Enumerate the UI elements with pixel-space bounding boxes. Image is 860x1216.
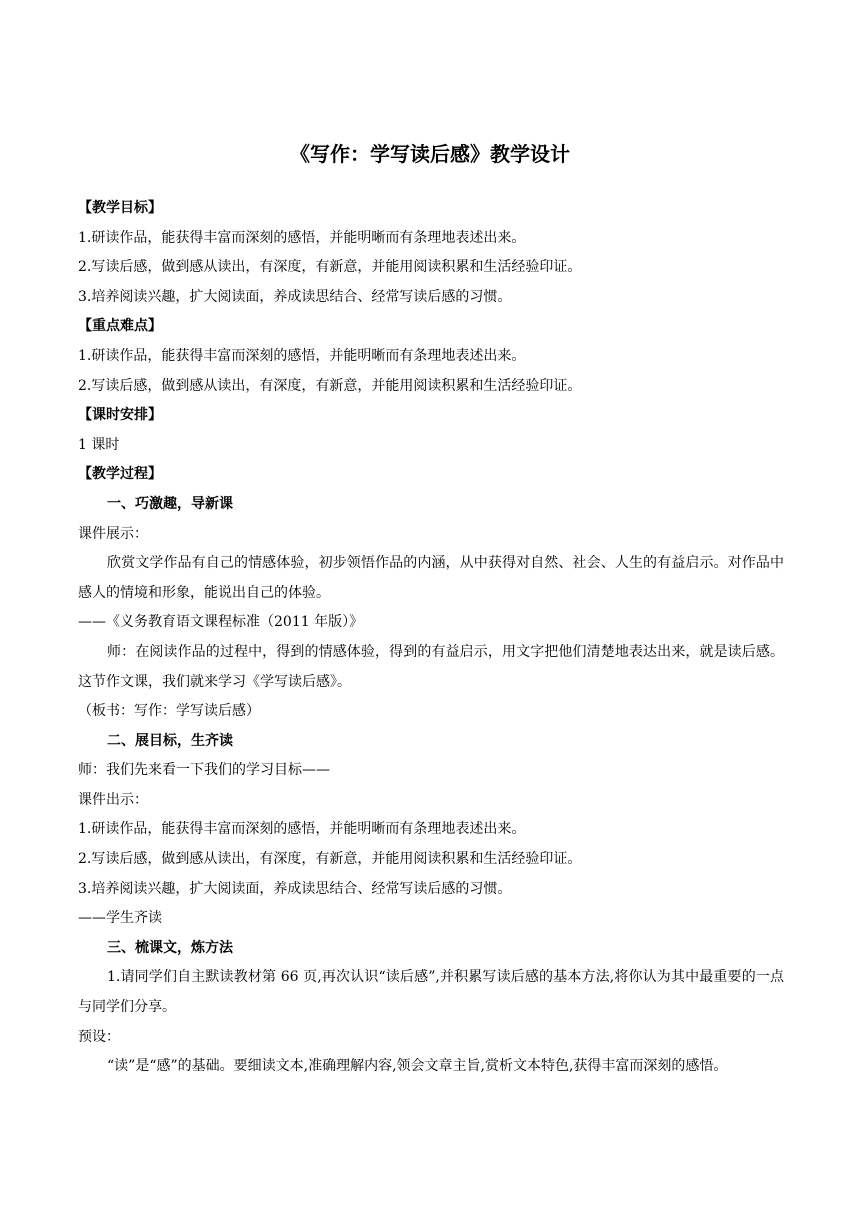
document-body	[78, 194, 784, 1082]
key-points-heading: 【重点难点】	[78, 318, 162, 335]
document-title: 《写作：学写读后感》教学设计	[290, 142, 570, 166]
key-point-item: 2.写读后感，做到感从读出，有深度，有新意，并能用阅读积累和生活经验印证。	[78, 377, 582, 394]
schedule-heading: 【课时安排】	[78, 407, 162, 424]
objectives-heading: 【教学目标】	[78, 200, 162, 216]
objective-item: 1.研读作品，能获得丰富而深刻的感悟，并能明晰而有条理地表述出来。	[78, 229, 526, 246]
step3-heading: 三、梳课文，炼方法	[107, 939, 233, 956]
objective-item: 3.培养阅读兴趣，扩大阅读面，养成读思结合、经常写读后感的习惯。	[78, 288, 512, 305]
step1-quote-source: ——《义务教育语文课程标准（2011 年版）》	[78, 614, 364, 631]
process-heading: 【教学过程】	[78, 466, 162, 483]
step2-goal-item: 3.培养阅读兴趣，扩大阅读面，养成读思结合、经常写读后感的习惯。	[78, 880, 512, 897]
step2-goal-item: 2.写读后感，做到感从读出，有深度，有新意，并能用阅读积累和生活经验印证。	[78, 851, 582, 868]
step2-note: ——学生齐读	[78, 910, 162, 927]
schedule-value: 1 课时	[78, 436, 120, 453]
key-point-item: 1.研读作品，能获得丰富而深刻的感悟，并能明晰而有条理地表述出来。	[78, 347, 526, 364]
step2-goal-item: 1.研读作品，能获得丰富而深刻的感悟，并能明晰而有条理地表述出来。	[78, 821, 526, 838]
step3-task: 1.请同学们自主默读教材第 66 页,再次认识“读后感”,并积累写读后感的基本方法,将你认为其中最重要的一点与同学们分享。	[78, 969, 784, 1016]
step1-teacher-text: 师：在阅读作品的过程中，得到的情感体验，得到的有益启示，用文字把他们清楚地表达出来，就是读后感。这节作文课，我们就来学习《学写读后感》。	[78, 643, 784, 690]
step3-preset-label: 预设：	[78, 1028, 120, 1045]
step3-preset-text: “读”是“感”的基础。要细读文本,准确理解内容,领会文章主旨,赏析文本特色,获得丰富而深刻的感悟。	[107, 1058, 728, 1075]
step2-heading: 二、展目标，生齐读	[107, 732, 233, 749]
step1-heading: 一、巧激趣，导新课	[107, 495, 233, 512]
step1-quote-text: 欣赏文学作品有自己的情感体验，初步领悟作品的内涵，从中获得对自然、社会、人生的有益启示。对作品中感人的情境和形象，能说出自己的体验。	[78, 555, 784, 601]
objective-item: 2.写读后感，做到感从读出，有深度，有新意，并能用阅读积累和生活经验印证。	[78, 259, 582, 276]
step1-courseware-label: 课件展示：	[78, 525, 148, 542]
step2-teacher-text: 师：我们先来看一下我们的学习目标——	[78, 762, 330, 779]
step2-courseware-label: 课件出示：	[78, 791, 148, 808]
step1-board-note: （板书：写作：学写读后感）	[78, 703, 260, 720]
